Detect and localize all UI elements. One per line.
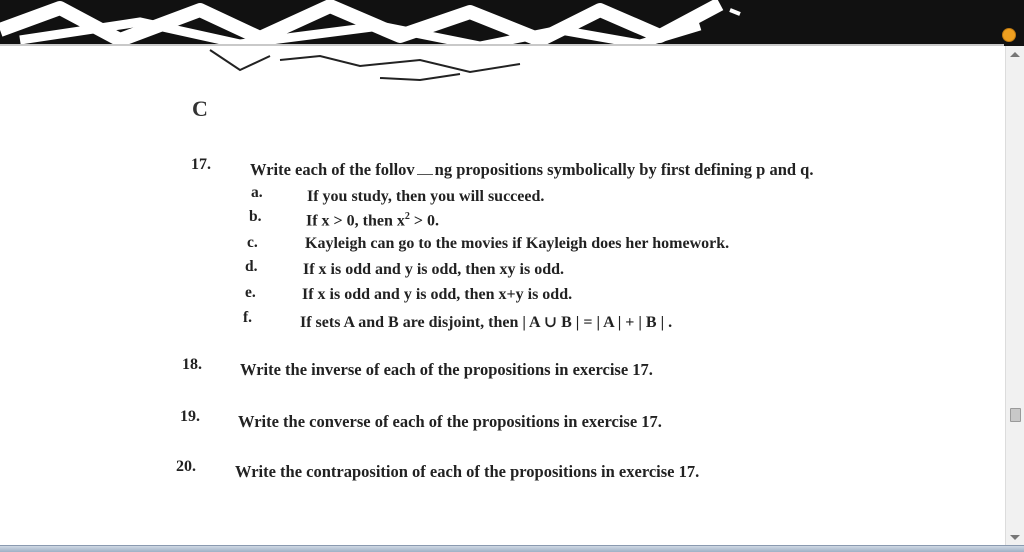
- scroll-down-icon[interactable]: [1010, 535, 1020, 540]
- question-17-number: 17.: [191, 156, 211, 173]
- item-e-text: If x is odd and y is odd, then x+y is odd.: [302, 286, 573, 303]
- item-f-text: If sets A and B are disjoint, then | A ∪ B | = | A | + | B | .: [300, 314, 673, 331]
- question-17-text: [250, 160, 814, 180]
- question-18-text: Write the inverse of each of the propositions in exercise 17.: [240, 360, 653, 379]
- page-top-border: [0, 44, 1004, 46]
- item-b-pre: If x > 0, then x: [306, 212, 405, 230]
- item-letter-c: c.: [247, 234, 258, 251]
- vertical-scrollbar[interactable]: [1005, 46, 1024, 546]
- question-20-text: Write the contraposition of each of the propositions in exercise 17.: [235, 462, 700, 481]
- scroll-up-icon[interactable]: [1010, 52, 1020, 57]
- item-letter-e: e.: [245, 284, 256, 301]
- browser-status-icon[interactable]: [1002, 28, 1016, 42]
- question-17-text-start: Write each of the follov: [250, 160, 415, 179]
- scrollbar-thumb[interactable]: [1010, 408, 1021, 422]
- item-letter-d: d.: [245, 258, 258, 275]
- item-c-text: Kayleigh can go to the movies if Kayleigh does her homework.: [305, 235, 730, 252]
- question-19-text: Write the converse of each of the propositions in exercise 17.: [238, 412, 662, 431]
- question-17-text-end: ng propositions symbolically by first defining p and q.: [434, 160, 814, 179]
- item-b-text: [306, 211, 439, 230]
- question-19-number: 19.: [180, 408, 200, 425]
- question-18-number: 18.: [182, 356, 202, 373]
- smudge: [417, 174, 433, 175]
- taskbar: [0, 545, 1024, 552]
- item-letter-f: f.: [243, 309, 253, 326]
- item-d-text: If x is odd and y is odd, then xy is odd.: [303, 261, 564, 278]
- item-b-exponent: 2: [404, 211, 410, 222]
- item-a-text: If you study, then you will succeed.: [307, 188, 545, 205]
- scribble-overlay: [0, 0, 1024, 120]
- question-20-number: 20.: [176, 458, 196, 475]
- item-letter-a: a.: [251, 184, 263, 201]
- item-b-post: > 0.: [409, 212, 440, 230]
- partial-heading: C: [192, 96, 208, 121]
- item-letter-b: b.: [249, 208, 262, 225]
